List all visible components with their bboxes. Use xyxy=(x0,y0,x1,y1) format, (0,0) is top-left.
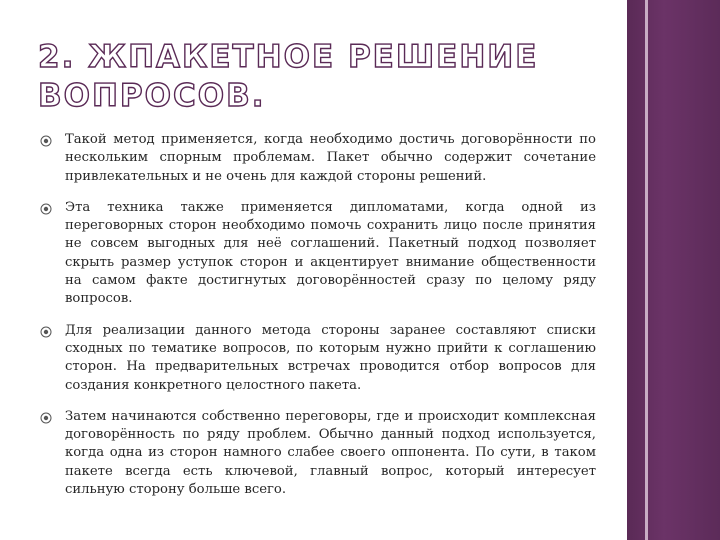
page-title xyxy=(38,38,558,116)
panel-stripe xyxy=(645,0,648,540)
title-line-2: ВОПРОСОВ. xyxy=(38,78,266,114)
title-line-1: 2. ЖПАКЕТНОЕ РЕШЕНИЕ xyxy=(38,39,539,75)
list-item-text: Такой метод применяется, когда необходимо достичь договорённости по нескольким спорным проблемам. Пакет обычно содержит сочетание привлекательных и не очень для каждой стороны решений. xyxy=(65,132,596,184)
list-item-text: Эта техника также применяется дипломатами, когда одной из переговорных сторон необходимо помочь сохранить лицо после принятия не совсем выгодных для неё соглашений. Пакетный подход позволяет скрыть размер уступок сторон и акцентирует внимание общественности на самом факте достигнутых договорённостей сразу по целому ряду вопросов. xyxy=(65,199,596,307)
list-item-text: Для реализации данного метода стороны заранее составляют списки сходных по тематике вопросов, по которым нужно прийти к соглашению сторон. На предварительных встречах проводится отбор вопросов для создания конкретного целостного пакета. xyxy=(65,322,596,393)
list-item-text: Затем начинаются собственно переговоры, где и происходит комплексная договорённость по ряду проблем. Обычно данный подход используется, когда одна из сторон намного слабее своего оппонента. По сути, в таком пакете всегда есть ключевой, главный вопрос, который интересует сильную сторону больше всего. xyxy=(65,408,596,498)
list-item xyxy=(40,199,596,309)
bullet-sign-icon xyxy=(40,412,52,424)
bullet-sign-icon xyxy=(40,326,52,338)
list-item xyxy=(40,408,596,499)
bullet-sign-icon xyxy=(40,203,52,215)
bullet-sign-icon xyxy=(40,135,52,147)
list-item xyxy=(40,322,596,395)
decorative-side-panel xyxy=(627,0,720,540)
list-item xyxy=(40,131,596,186)
bullet-list xyxy=(40,131,596,512)
